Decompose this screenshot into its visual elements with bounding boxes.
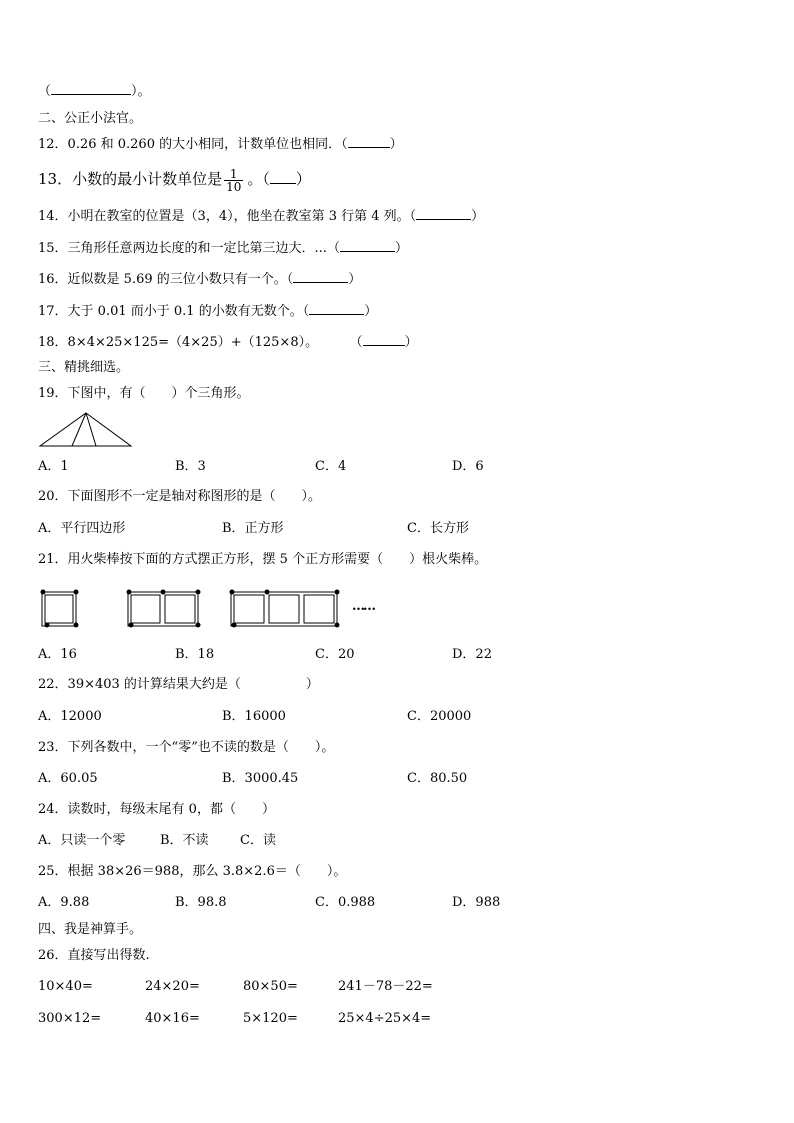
calc-item: 10×40=: [38, 979, 93, 994]
option-b[interactable]: B．16000: [222, 709, 286, 724]
blank[interactable]: [363, 333, 405, 346]
question-14: 14．小明在教室的位置是（3，4），他坐在教室第 3 行第 4 列。（ ）: [38, 209, 485, 224]
option-a[interactable]: A．9.88: [38, 895, 90, 910]
blank[interactable]: [270, 171, 296, 184]
option-b[interactable]: B．18: [175, 647, 215, 662]
option-d[interactable]: D．6: [452, 459, 484, 474]
question-16: 16．近似数是 5.69 的三位小数只有一个。（ ）: [38, 272, 362, 287]
section-heading-2: 二、公正小法官。: [38, 111, 143, 126]
fraction: $\frac{1}{10}$: [226, 167, 242, 194]
option-c[interactable]: C．20: [315, 647, 355, 662]
option-a[interactable]: A．16: [38, 647, 77, 662]
question-25: 25．根据 38×26＝988，那么 3.8×2.6＝（ ）。: [38, 864, 347, 879]
option-a[interactable]: A．12000: [38, 709, 102, 724]
option-b[interactable]: B．3000.45: [222, 771, 299, 786]
option-c[interactable]: C．长方形: [407, 521, 469, 536]
question-20: 20．下面图形不一定是轴对称图形的是（ ）。: [38, 489, 322, 504]
question-19: 19．下图中，有（ ）个三角形。: [38, 386, 250, 401]
blank[interactable]: [51, 82, 131, 95]
question-15: 15．三角形任意两边长度的和一定比第三边大．...（ ）: [38, 241, 408, 256]
question-17: 17．大于 0.01 而小于 0.1 的小数有无数个。（ ）: [38, 304, 378, 319]
calc-item: 300×12=: [38, 1011, 102, 1026]
calc-item: 5×120=: [243, 1011, 298, 1026]
blank[interactable]: [340, 239, 395, 252]
triangle-figure: [40, 412, 132, 448]
matchstick-figure: [38, 588, 388, 630]
option-a[interactable]: A．平行四边形: [38, 521, 126, 536]
answer-line-prev: （ ）。: [38, 84, 151, 99]
calc-item: 40×16=: [145, 1011, 200, 1026]
blank[interactable]: [416, 207, 471, 220]
option-b[interactable]: B．不读: [160, 833, 209, 848]
option-c[interactable]: C．4: [315, 459, 347, 474]
blank[interactable]: [348, 135, 390, 148]
blank[interactable]: [309, 302, 364, 315]
section-heading-4: 四、我是神算手。: [38, 922, 143, 937]
calc-item: 80×50=: [243, 979, 298, 994]
option-c[interactable]: C．读: [240, 833, 276, 848]
option-c[interactable]: C．0.988: [315, 895, 376, 910]
continuation-dots: ……: [352, 599, 374, 614]
question-18: 18．8×4×25×125=（4×25）+（125×8）。 （ ）: [38, 335, 418, 350]
option-b[interactable]: B．98.8: [175, 895, 227, 910]
question-26: 26．直接写出得数.: [38, 948, 150, 963]
option-d[interactable]: D．988: [452, 895, 501, 910]
option-a[interactable]: A．只读一个零: [38, 833, 126, 848]
option-a[interactable]: A．60.05: [38, 771, 98, 786]
question-22: 22．39×403 的计算结果大约是（ ）: [38, 677, 319, 692]
option-c[interactable]: C．80.50: [407, 771, 468, 786]
calc-item: 241－78－22=: [338, 979, 433, 994]
calc-item: 24×20=: [145, 979, 200, 994]
calc-item: 25×4÷25×4=: [338, 1011, 432, 1026]
question-23: 23．下列各数中，一个“零”也不读的数是（ ）。: [38, 740, 335, 755]
question-21: 21．用火柴棒按下面的方式摆正方形，摆 5 个正方形需要（ ）根火柴棒。: [38, 552, 488, 567]
option-d[interactable]: D．22: [452, 647, 492, 662]
question-13: 13．小数的最小计数单位是 $\frac{1}{10}$ 。（ ）: [38, 167, 311, 194]
section-heading-3: 三、精挑细选。: [38, 360, 130, 375]
option-a[interactable]: A．1: [38, 459, 69, 474]
option-b[interactable]: B．正方形: [222, 521, 284, 536]
question-24: 24．读数时，每级末尾有 0，都（ ）: [38, 802, 275, 817]
blank[interactable]: [293, 270, 348, 283]
option-b[interactable]: B．3: [175, 459, 206, 474]
option-c[interactable]: C．20000: [407, 709, 472, 724]
question-12: 12．0.26 和 0.260 的大小相同，计数单位也相同．（ ）: [38, 137, 403, 152]
